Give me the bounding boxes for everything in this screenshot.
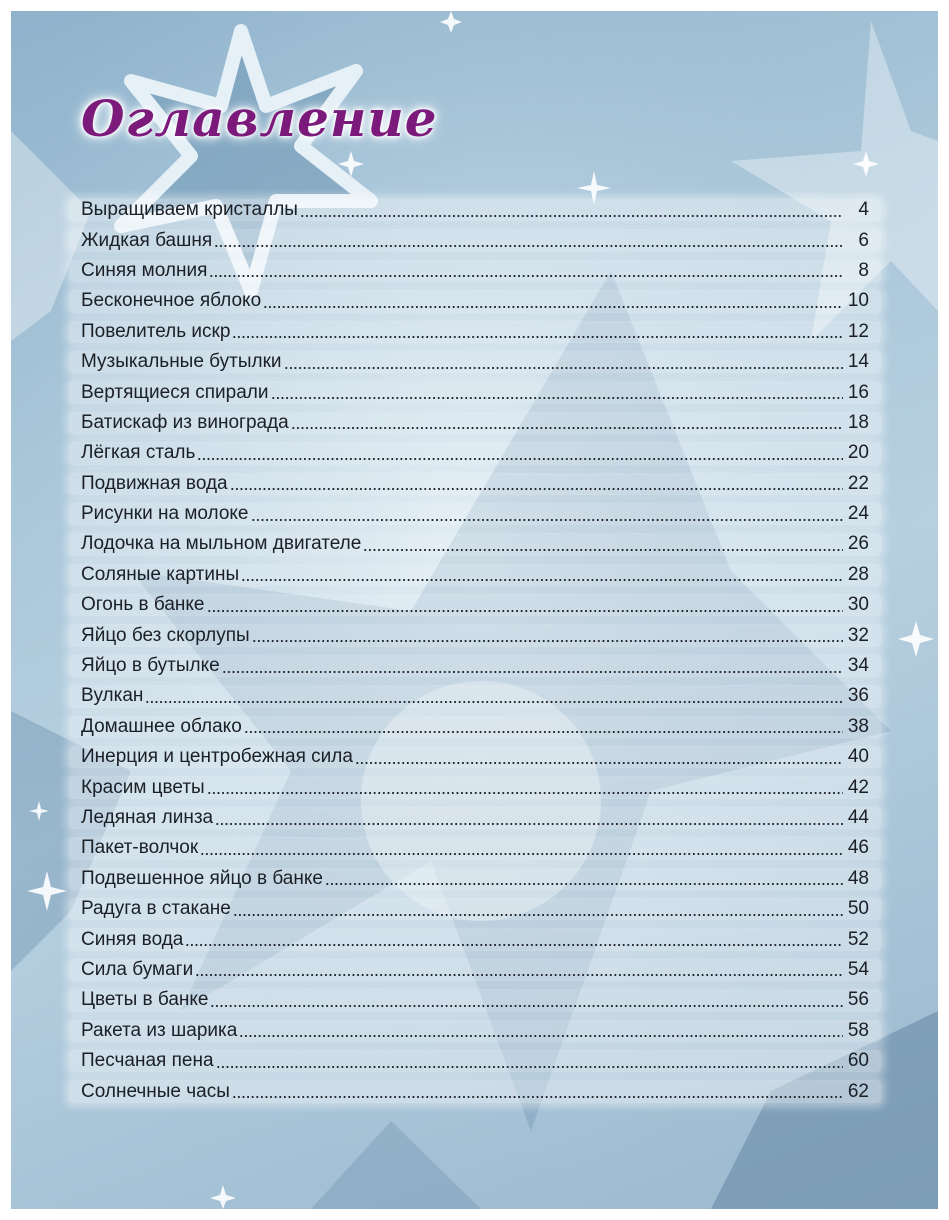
toc-leader-dots	[244, 717, 843, 736]
toc-entry-page: 52	[847, 928, 869, 950]
toc-entry-page: 30	[847, 594, 869, 616]
toc-leader-dots	[216, 1052, 843, 1071]
toc-entry	[69, 894, 881, 924]
toc-leader-dots	[210, 991, 843, 1010]
toc-leader-dots	[214, 231, 843, 250]
toc-leader-dots	[251, 505, 844, 524]
toc-entry-page: 32	[847, 624, 869, 646]
toc-leader-dots	[215, 809, 843, 828]
toc-entry-title: Лёгкая сталь	[81, 442, 196, 464]
toc-leader-dots	[185, 930, 843, 949]
toc-entry	[69, 560, 881, 590]
toc-leader-dots	[230, 474, 843, 493]
toc-entry-title: Инерция и центробежная сила	[81, 746, 353, 768]
toc-entry-title: Пакет-волчок	[81, 837, 199, 859]
toc-entry-page: 24	[847, 503, 869, 525]
toc-leader-dots	[197, 444, 843, 463]
toc-entry	[69, 1016, 881, 1046]
toc-entry	[69, 1076, 881, 1106]
toc-leader-dots	[300, 201, 843, 220]
toc-leader-dots	[232, 322, 843, 341]
toc-leader-dots	[145, 687, 843, 706]
toc-leader-dots	[232, 1082, 843, 1101]
toc-entry-page: 38	[847, 715, 869, 737]
toc-entry-title: Жидкая башня	[81, 229, 213, 251]
toc-entry	[69, 286, 881, 316]
table-of-contents	[69, 195, 881, 1107]
toc-entry-title: Яйцо в бутылке	[81, 655, 220, 677]
toc-entry	[69, 377, 881, 407]
toc-entry-page: 34	[847, 655, 869, 677]
toc-entry	[69, 347, 881, 377]
toc-entry-title: Батискаф из винограда	[81, 411, 289, 433]
toc-entry-page: 42	[847, 776, 869, 798]
toc-entry-page: 46	[847, 837, 869, 859]
toc-leader-dots	[222, 657, 843, 676]
toc-leader-dots	[200, 839, 843, 858]
toc-entry	[69, 529, 881, 559]
toc-entry	[69, 924, 881, 954]
toc-leader-dots	[195, 960, 843, 979]
toc-leader-dots	[325, 869, 843, 888]
toc-entry-page: 10	[847, 290, 869, 312]
toc-entry-page: 48	[847, 867, 869, 889]
toc-entry	[69, 772, 881, 802]
toc-leader-dots	[209, 261, 843, 280]
toc-entry-page: 26	[847, 533, 869, 555]
toc-entry-title: Цветы в банке	[81, 989, 209, 1011]
toc-entry-title: Лодочка на мыльном двигателе	[81, 533, 362, 555]
toc-entry-page: 44	[847, 807, 869, 828]
toc-entry-title: Рисунки на молоке	[81, 503, 249, 525]
toc-entry-page: 54	[847, 958, 869, 980]
toc-leader-dots	[284, 353, 843, 372]
toc-entry-title: Синяя вода	[81, 928, 184, 950]
toc-entry-page: 62	[847, 1080, 869, 1102]
toc-leader-dots	[207, 596, 844, 615]
toc-entry	[69, 408, 881, 438]
toc-entry-page: 6	[858, 229, 869, 251]
toc-entry-title: Подвижная вода	[81, 472, 228, 494]
toc-entry-page: 12	[847, 320, 869, 342]
toc-entry-title: Солнечные часы	[81, 1080, 230, 1102]
toc-entry-page: 16	[847, 381, 869, 403]
toc-entry-page: 40	[847, 746, 869, 768]
toc-entry-title: Домашнее облако	[81, 715, 242, 737]
toc-entry-title: Песчаная пена	[81, 1050, 214, 1072]
toc-entry	[69, 469, 881, 499]
toc-entry-title: Бесконечное яблоко	[81, 290, 262, 312]
toc-entry	[69, 742, 881, 772]
toc-leader-dots	[207, 778, 843, 797]
toc-entry	[69, 1046, 881, 1076]
toc-entry-page: 18	[847, 411, 869, 433]
page	[11, 11, 938, 1209]
toc-entry	[69, 864, 881, 894]
toc-entry	[69, 317, 881, 347]
toc-entry	[69, 651, 881, 681]
toc-entry-title: Соляные картины	[81, 563, 240, 585]
toc-entry	[69, 499, 881, 529]
toc-entry	[69, 985, 881, 1015]
toc-entry-title: Ледяная линза	[81, 807, 214, 828]
toc-leader-dots	[239, 1021, 843, 1040]
toc-leader-dots	[363, 535, 843, 554]
toc-leader-dots	[291, 413, 843, 432]
toc-entry-page: 58	[847, 1019, 869, 1041]
toc-entry	[69, 681, 881, 711]
toc-entry-title: Красим цветы	[81, 776, 205, 798]
toc-entry-page: 50	[847, 898, 869, 920]
toc-leader-dots	[233, 900, 843, 919]
toc-entry	[69, 833, 881, 863]
toc-entry-title: Огонь в банке	[81, 594, 205, 616]
toc-entry	[69, 803, 881, 833]
toc-entry-title: Синяя молния	[81, 259, 208, 281]
toc-entry	[69, 620, 881, 650]
toc-leader-dots	[271, 383, 844, 402]
toc-entry	[69, 712, 881, 742]
toc-entry-page: 36	[847, 685, 869, 707]
toc-entry-title: Повелитель искр	[81, 320, 231, 342]
toc-leader-dots	[241, 565, 843, 584]
toc-leader-dots	[355, 748, 843, 767]
toc-entry-title: Радуга в стакане	[81, 898, 231, 920]
toc-entry	[69, 590, 881, 620]
toc-entry	[69, 195, 881, 225]
toc-entry-page: 22	[847, 472, 869, 494]
toc-entry-title: Вулкан	[81, 685, 144, 707]
toc-entry	[69, 438, 881, 468]
toc-entry-page: 20	[847, 442, 869, 464]
toc-entry-title: Выращиваем кристаллы	[81, 199, 298, 221]
toc-entry-title: Ракета из шарика	[81, 1019, 238, 1041]
toc-entry	[69, 256, 881, 286]
toc-entry-title: Сила бумаги	[81, 958, 194, 980]
toc-entry-title: Подвешенное яйцо в банке	[81, 867, 323, 889]
toc-entry-page: 8	[858, 259, 869, 281]
toc-entry-page: 14	[847, 351, 869, 373]
toc-leader-dots	[263, 292, 843, 311]
toc-entry-title: Яйцо без скорлупы	[81, 624, 250, 646]
toc-entry-page: 56	[847, 989, 869, 1011]
toc-entry-title: Вертящиеся спирали	[81, 381, 269, 403]
toc-entry	[69, 955, 881, 985]
page-title: Оглавление	[81, 89, 438, 148]
toc-entry-title: Музыкальные бутылки	[81, 351, 282, 373]
toc-entry-page: 28	[847, 563, 869, 585]
toc-entry-page: 4	[858, 199, 869, 221]
toc-entry-page: 60	[847, 1050, 869, 1072]
toc-leader-dots	[252, 626, 843, 645]
toc-entry	[69, 225, 881, 255]
